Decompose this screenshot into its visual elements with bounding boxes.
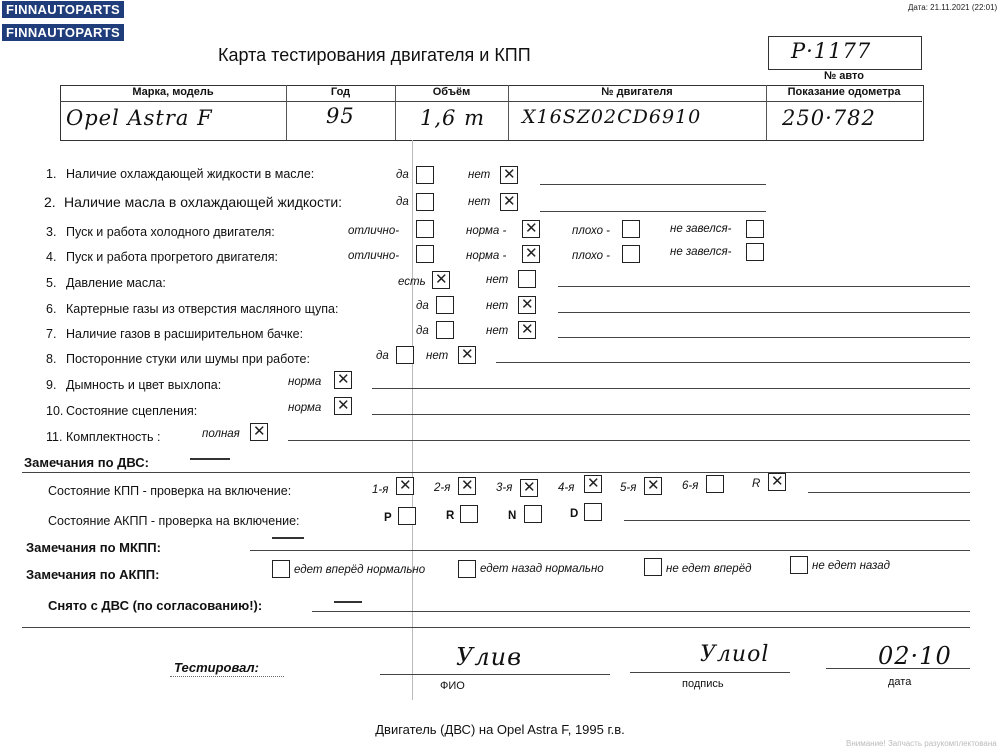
- akpp-check-label: Состояние АКПП - проверка на включение:: [48, 514, 300, 528]
- checkbox-unchecked[interactable]: [584, 503, 602, 521]
- option-label: нет: [486, 325, 509, 337]
- checkbox-checked[interactable]: [768, 473, 786, 491]
- value-engine-number: X16SZ02CD6910: [522, 106, 702, 128]
- checkbox-unchecked[interactable]: [746, 220, 764, 238]
- test-date: 02·10: [878, 642, 952, 670]
- checkbox-checked[interactable]: [458, 477, 476, 495]
- option-label: да: [416, 300, 429, 312]
- option-label: нет: [468, 169, 491, 181]
- checkbox-checked[interactable]: [500, 166, 518, 184]
- option-label: есть: [398, 276, 426, 288]
- checkbox-checked[interactable]: [334, 397, 352, 415]
- option-label: нет: [486, 274, 509, 286]
- tester-name: Улив: [456, 643, 523, 671]
- option-label: да: [376, 350, 389, 362]
- header-year: Год: [330, 86, 351, 98]
- option-label: плохо -: [572, 225, 610, 237]
- brand-logo-secondary: FINNAUTOPARTS: [2, 24, 124, 41]
- item-text: Давление масла:: [66, 276, 166, 290]
- checkbox-checked[interactable]: [644, 477, 662, 495]
- gear-label: 1-я: [372, 484, 389, 496]
- checkbox-unchecked[interactable]: [416, 220, 434, 238]
- checkbox-unchecked[interactable]: [644, 558, 662, 576]
- form-title: Карта тестирования двигателя и КПП: [218, 45, 531, 65]
- removed-label: Снято с ДВС (по согласованию!):: [48, 598, 263, 613]
- item-text: Картерные газы из отверстия масляного щупа:: [66, 302, 339, 316]
- record-number: Р·1177: [791, 39, 872, 63]
- checkbox-checked[interactable]: [432, 271, 450, 289]
- checkbox-unchecked[interactable]: [436, 296, 454, 314]
- option-label: норма: [288, 402, 322, 414]
- option-label: нет: [486, 300, 509, 312]
- value-make: Opel Astra F: [66, 106, 213, 130]
- header-volume: Объём: [432, 86, 471, 98]
- gear-label: R: [446, 510, 455, 522]
- checkbox-unchecked[interactable]: [518, 270, 536, 288]
- item-text: Комплектность :: [66, 430, 161, 444]
- checkbox-checked[interactable]: [396, 477, 414, 495]
- option-label: не завелся-: [670, 223, 732, 235]
- akpp-option-label: едет назад нормально: [480, 563, 604, 575]
- checkbox-unchecked[interactable]: [416, 245, 434, 263]
- akpp-option-label: едет вперёд нормально: [294, 564, 426, 576]
- photo-caption: Двигатель (ДВС) на Opel Astra F, 1995 г.в.: [375, 722, 625, 737]
- tested-by-label: Тестировал:: [174, 660, 259, 675]
- option-label: полная: [202, 428, 240, 440]
- gear-label: 4-я: [558, 482, 575, 494]
- item-number: 5.: [46, 276, 57, 290]
- checkbox-unchecked[interactable]: [436, 321, 454, 339]
- akpp-option-label: не едет назад: [812, 560, 891, 572]
- item-number: 1.: [46, 167, 57, 181]
- checkbox-unchecked[interactable]: [622, 245, 640, 263]
- checkbox-checked[interactable]: [522, 245, 540, 263]
- gear-label: 5-я: [620, 482, 637, 494]
- option-label: отлично-: [348, 225, 400, 237]
- checkbox-checked[interactable]: [458, 346, 476, 364]
- option-label: норма -: [466, 250, 507, 262]
- dvs-remarks-label: Замечания по ДВС:: [24, 455, 149, 470]
- checkbox-checked[interactable]: [522, 220, 540, 238]
- checkbox-unchecked[interactable]: [416, 166, 434, 184]
- checkbox-unchecked[interactable]: [416, 193, 434, 211]
- item-number: 3.: [46, 225, 57, 239]
- item-number: 7.: [46, 327, 57, 341]
- item-number: 10.: [46, 404, 64, 418]
- date-stamp: Дата: 21.11.2021 (22:01): [908, 3, 998, 12]
- gear-label: 6-я: [682, 480, 699, 492]
- option-label: да: [416, 325, 429, 337]
- gear-label: 3-я: [496, 482, 513, 494]
- header-engine-number: № двигателя: [601, 86, 673, 98]
- header-make: Марка, модель: [132, 86, 214, 98]
- kpp-check-label: Состояние КПП - проверка на включение:: [48, 484, 292, 498]
- option-label: да: [396, 196, 409, 208]
- item-number: 6.: [46, 302, 57, 316]
- item-text: Дымность и цвет выхлопа:: [66, 378, 222, 392]
- brand-logo: FINNAUTOPARTS: [2, 1, 124, 18]
- value-volume: 1,6 т: [420, 106, 485, 130]
- value-year: 95: [326, 104, 355, 128]
- mkpp-remarks-label: Замечания по МКПП:: [26, 540, 161, 555]
- item-text: Пуск и работа холодного двигателя:: [66, 225, 275, 239]
- item-text: Наличие охлаждающей жидкости в масле:: [66, 167, 315, 181]
- item-number: 4.: [46, 250, 57, 264]
- date-label: дата: [888, 676, 912, 688]
- gear-label: P: [384, 512, 392, 524]
- item-number: 2.: [44, 194, 56, 210]
- checkbox-checked[interactable]: [518, 296, 536, 314]
- item-number: 8.: [46, 352, 57, 366]
- option-label: норма: [288, 376, 322, 388]
- value-odometer: 250·782: [782, 106, 876, 130]
- item-text: Наличие газов в расширительном бачке:: [66, 327, 304, 341]
- item-number: 11.: [46, 430, 63, 444]
- checkbox-checked[interactable]: [584, 475, 602, 493]
- checkbox-unchecked[interactable]: [460, 505, 478, 523]
- fio-label: ФИО: [440, 680, 465, 692]
- akpp-option-label: не едет вперёд: [666, 563, 752, 575]
- item-text: Состояние сцепления:: [66, 404, 198, 418]
- item-number: 9.: [46, 378, 57, 392]
- header-odometer: Показание одометра: [787, 86, 901, 98]
- signature-label: подпись: [682, 678, 724, 690]
- gear-label: 2-я: [434, 482, 451, 494]
- option-label: да: [396, 169, 409, 181]
- checkbox-checked[interactable]: [520, 479, 538, 497]
- signature: Улиоl: [700, 642, 770, 667]
- record-number-box: [768, 36, 922, 70]
- checkbox-checked[interactable]: [334, 371, 352, 389]
- option-label: отлично-: [348, 250, 400, 262]
- item-text: Пуск и работа прогретого двигателя:: [66, 250, 278, 264]
- gear-label: N: [508, 510, 517, 522]
- checkbox-unchecked[interactable]: [272, 560, 290, 578]
- checkbox-unchecked[interactable]: [458, 560, 476, 578]
- option-label: нет: [468, 196, 491, 208]
- item-text: Наличие масла в охлаждающей жидкости:: [64, 194, 343, 210]
- checkbox-unchecked[interactable]: [622, 220, 640, 238]
- option-label: не завелся-: [670, 246, 732, 258]
- checkbox-checked[interactable]: [250, 423, 268, 441]
- auto-number-label: № авто: [823, 70, 864, 82]
- checkbox-unchecked[interactable]: [398, 507, 416, 525]
- option-label: норма -: [466, 225, 507, 237]
- checkbox-checked[interactable]: [500, 193, 518, 211]
- checkbox-checked[interactable]: [518, 321, 536, 339]
- item-text: Посторонние стуки или шумы при работе:: [66, 352, 310, 366]
- akpp-remarks-label: Замечания по АКПП:: [26, 567, 160, 582]
- watermark-text: Внимание! Запчасть разукомплектована: [846, 739, 997, 748]
- checkbox-unchecked[interactable]: [706, 475, 724, 493]
- checkbox-unchecked[interactable]: [746, 243, 764, 261]
- option-label: нет: [426, 350, 449, 362]
- checkbox-unchecked[interactable]: [396, 346, 414, 364]
- option-label: плохо -: [572, 250, 610, 262]
- checkbox-unchecked[interactable]: [790, 556, 808, 574]
- gear-label: D: [570, 508, 579, 520]
- checkbox-unchecked[interactable]: [524, 505, 542, 523]
- gear-label: R: [752, 478, 761, 490]
